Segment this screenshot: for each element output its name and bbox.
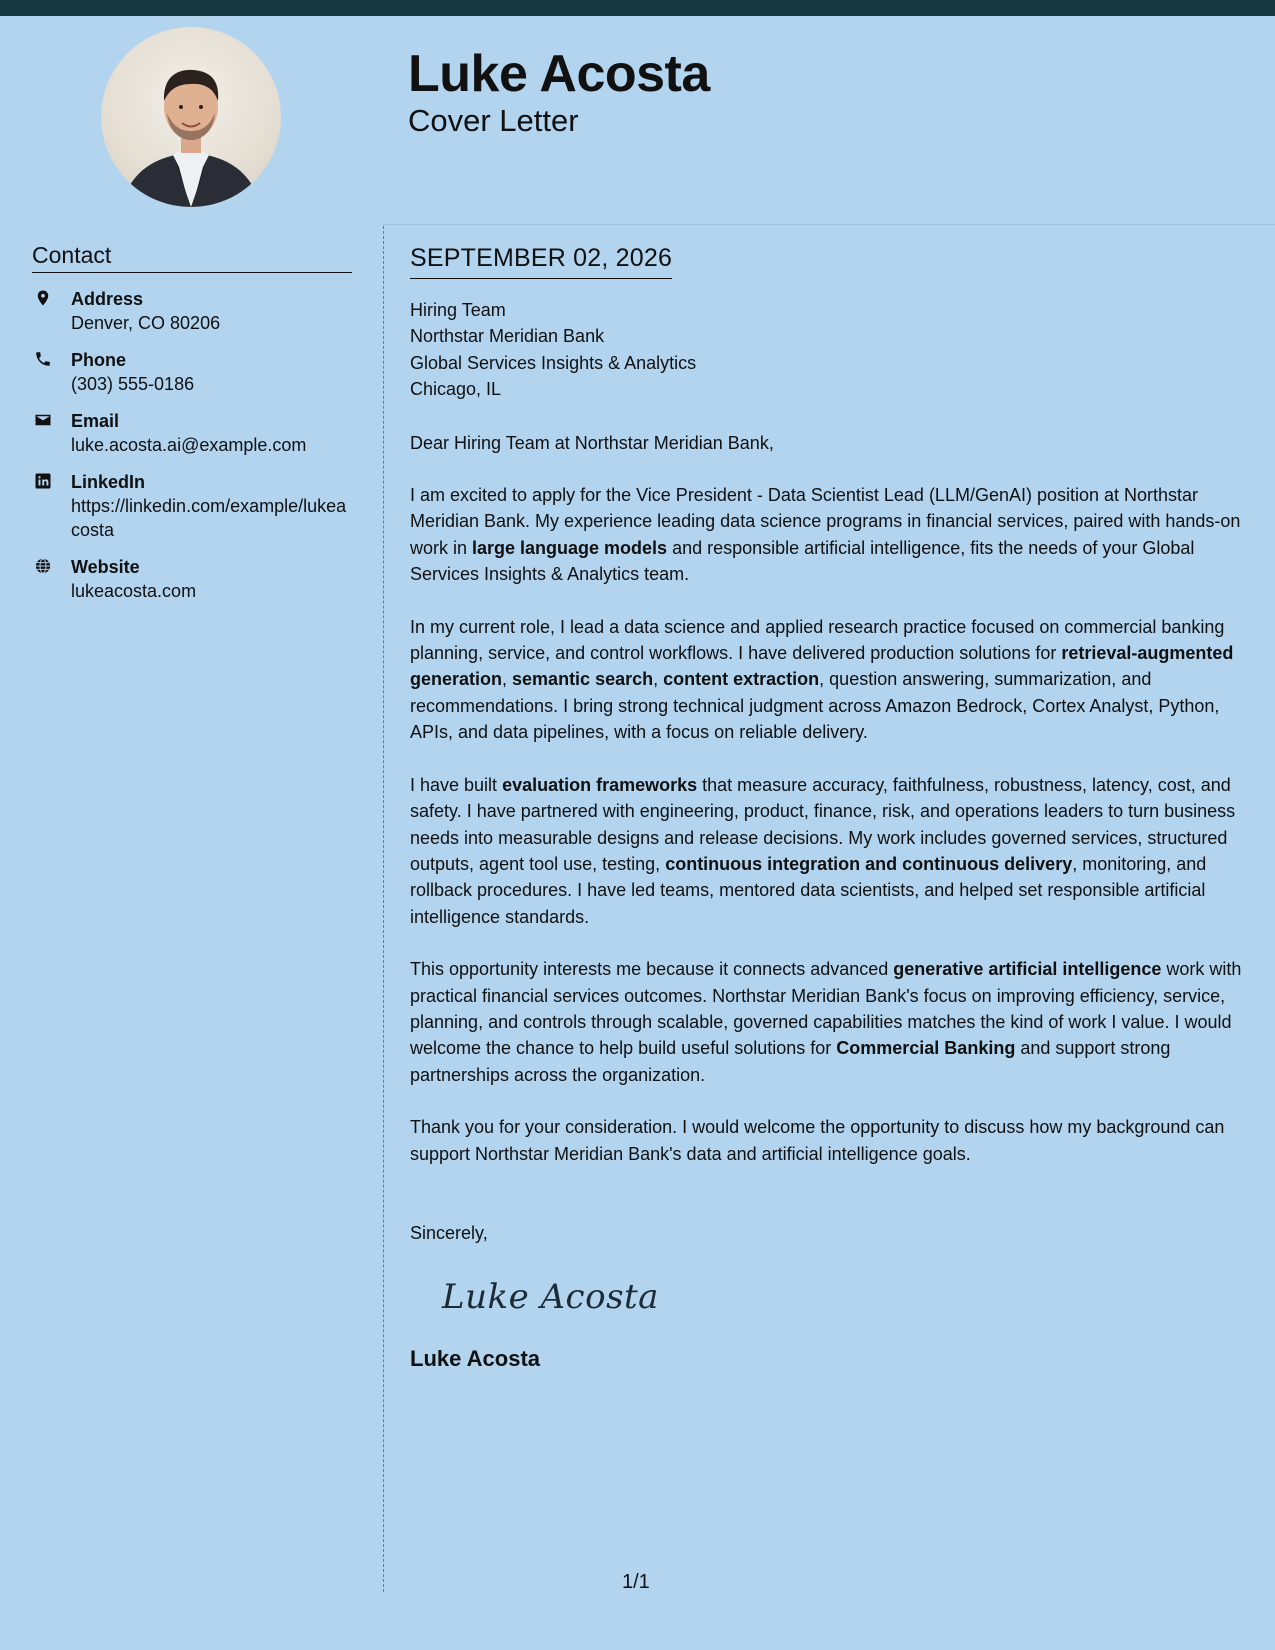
bold-phrase: generative artificial intelligence [893,959,1162,980]
letter-paragraph [410,956,1250,1088]
text-run: , monitoring, and rollback procedures. I have led teams, mentored data scientists, and helped set responsible artificial intelligence standards. [410,853,1207,927]
recipient-line: Northstar Meridian Bank [410,326,605,347]
text-run: , question answering, summarization, and recommendations. I bring strong technical judgment across Amazon Bedrock, Cortex Analyst, Python, APIs, and data pipelines, with a focus on reliable delivery. [410,669,1220,743]
phone-value: (303) 555-0186 [71,374,195,394]
contact-website [32,555,352,603]
greeting: Dear Hiring Team at Northstar Meridian Bank, [410,432,774,453]
envelope-icon [34,411,52,429]
contact-address [32,287,352,335]
text-run: work with practical financial services outcomes. Northstar Meridian Bank's focus on improving efficiency, service, planning, and controls through scalable, governed capabilities matches the kind of work I value. I would welcome the chance to help build useful solutions for [410,959,1242,1059]
text-run: I am excited to apply for the Vice President - Data Scientist Lead (LLM/GenAI) position at Northstar Meridian Bank. My experience leading data science programs in financial services, paired with hands-on work in [410,485,1241,558]
bold-phrase: large language models [472,537,668,558]
header-divider [383,224,1275,225]
contact-phone [32,348,352,396]
website-label: Website [71,557,140,577]
contact-email [32,409,352,457]
recipient-line: Chicago, IL [410,379,502,400]
linkedin-value[interactable]: https://linkedin.com/example/lukeacosta [71,496,347,540]
bold-phrase: retrieval-augmented generation [410,643,1234,690]
recipient-line: Global Services Insights & Analytics [410,352,697,373]
linkedin-label: LinkedIn [71,472,146,492]
website-value[interactable]: lukeacosta.com [71,581,197,601]
text-run: This opportunity interests me because it connects advanced [410,959,894,980]
letter-body [410,240,1250,1374]
text-run: In my current role, I lead a data science and applied research practice focused on commercial banking planning, service, and control workflows. I have delivered production solutions for [410,616,1225,664]
profile-photo [101,27,281,207]
contact-linkedin [32,470,352,542]
phone-label: Phone [71,350,127,370]
candidate-name: Luke Acosta [408,45,710,103]
contact-heading: Contact [32,240,352,273]
recipient-line: Hiring Team [410,300,506,320]
letter-paragraph [410,482,1250,588]
text-run: , [653,669,664,690]
signature: Luke Acosta [442,1277,659,1318]
letter-date: SEPTEMBER 02, 2026 [410,240,672,279]
recipient-block [410,297,1250,403]
document-title: Cover Letter [408,103,579,138]
text-run: , [502,669,513,690]
avatar [101,27,281,207]
address-label: Address [71,289,144,309]
contact-sidebar [32,240,352,616]
bold-phrase: evaluation frameworks [502,774,698,795]
letter-paragraph [410,772,1250,930]
signed-name: Luke Acosta [410,1346,541,1372]
bold-phrase: content extraction [663,669,820,690]
location-pin-icon [34,289,52,307]
globe-icon [34,557,52,575]
letter-paragraph [410,614,1250,746]
email-value[interactable]: luke.acosta.ai@example.com [71,435,307,455]
text-run: Thank you for your consideration. I would welcome the opportunity to discuss how my background can support Northstar Meridian Bank's data and artificial intelligence goals. [410,1117,1225,1164]
text-run: and support strong partnerships across the organization. [410,1038,1171,1085]
bold-phrase: continuous integration and continuous delivery [665,853,1073,874]
letter-paragraph [410,1114,1250,1167]
text-run: I have built [410,774,503,795]
text-run: that measure accuracy, faithfulness, robustness, latency, cost, and safety. I have partnered with engineering, product, finance, risk, and operations leaders to turn business needs into measurable designs and release decisions. My work includes governed services, structured outputs, agent tool use, testing, [410,774,1236,874]
email-label: Email [71,411,120,431]
bold-phrase: semantic search [512,669,654,690]
linkedin-icon [34,472,52,490]
bold-phrase: Commercial Banking [836,1038,1016,1059]
letter-paragraphs [410,482,1250,1167]
page-number: 1/1 [622,1571,650,1593]
address-value: Denver, CO 80206 [71,313,221,333]
phone-icon [34,350,52,368]
column-divider [383,226,384,1592]
closing: Sincerely, [410,1222,488,1243]
text-run: and responsible artificial intelligence, fits the needs of your Global Services Insights & Analytics team. [410,537,1195,585]
top-bar [0,0,1275,16]
